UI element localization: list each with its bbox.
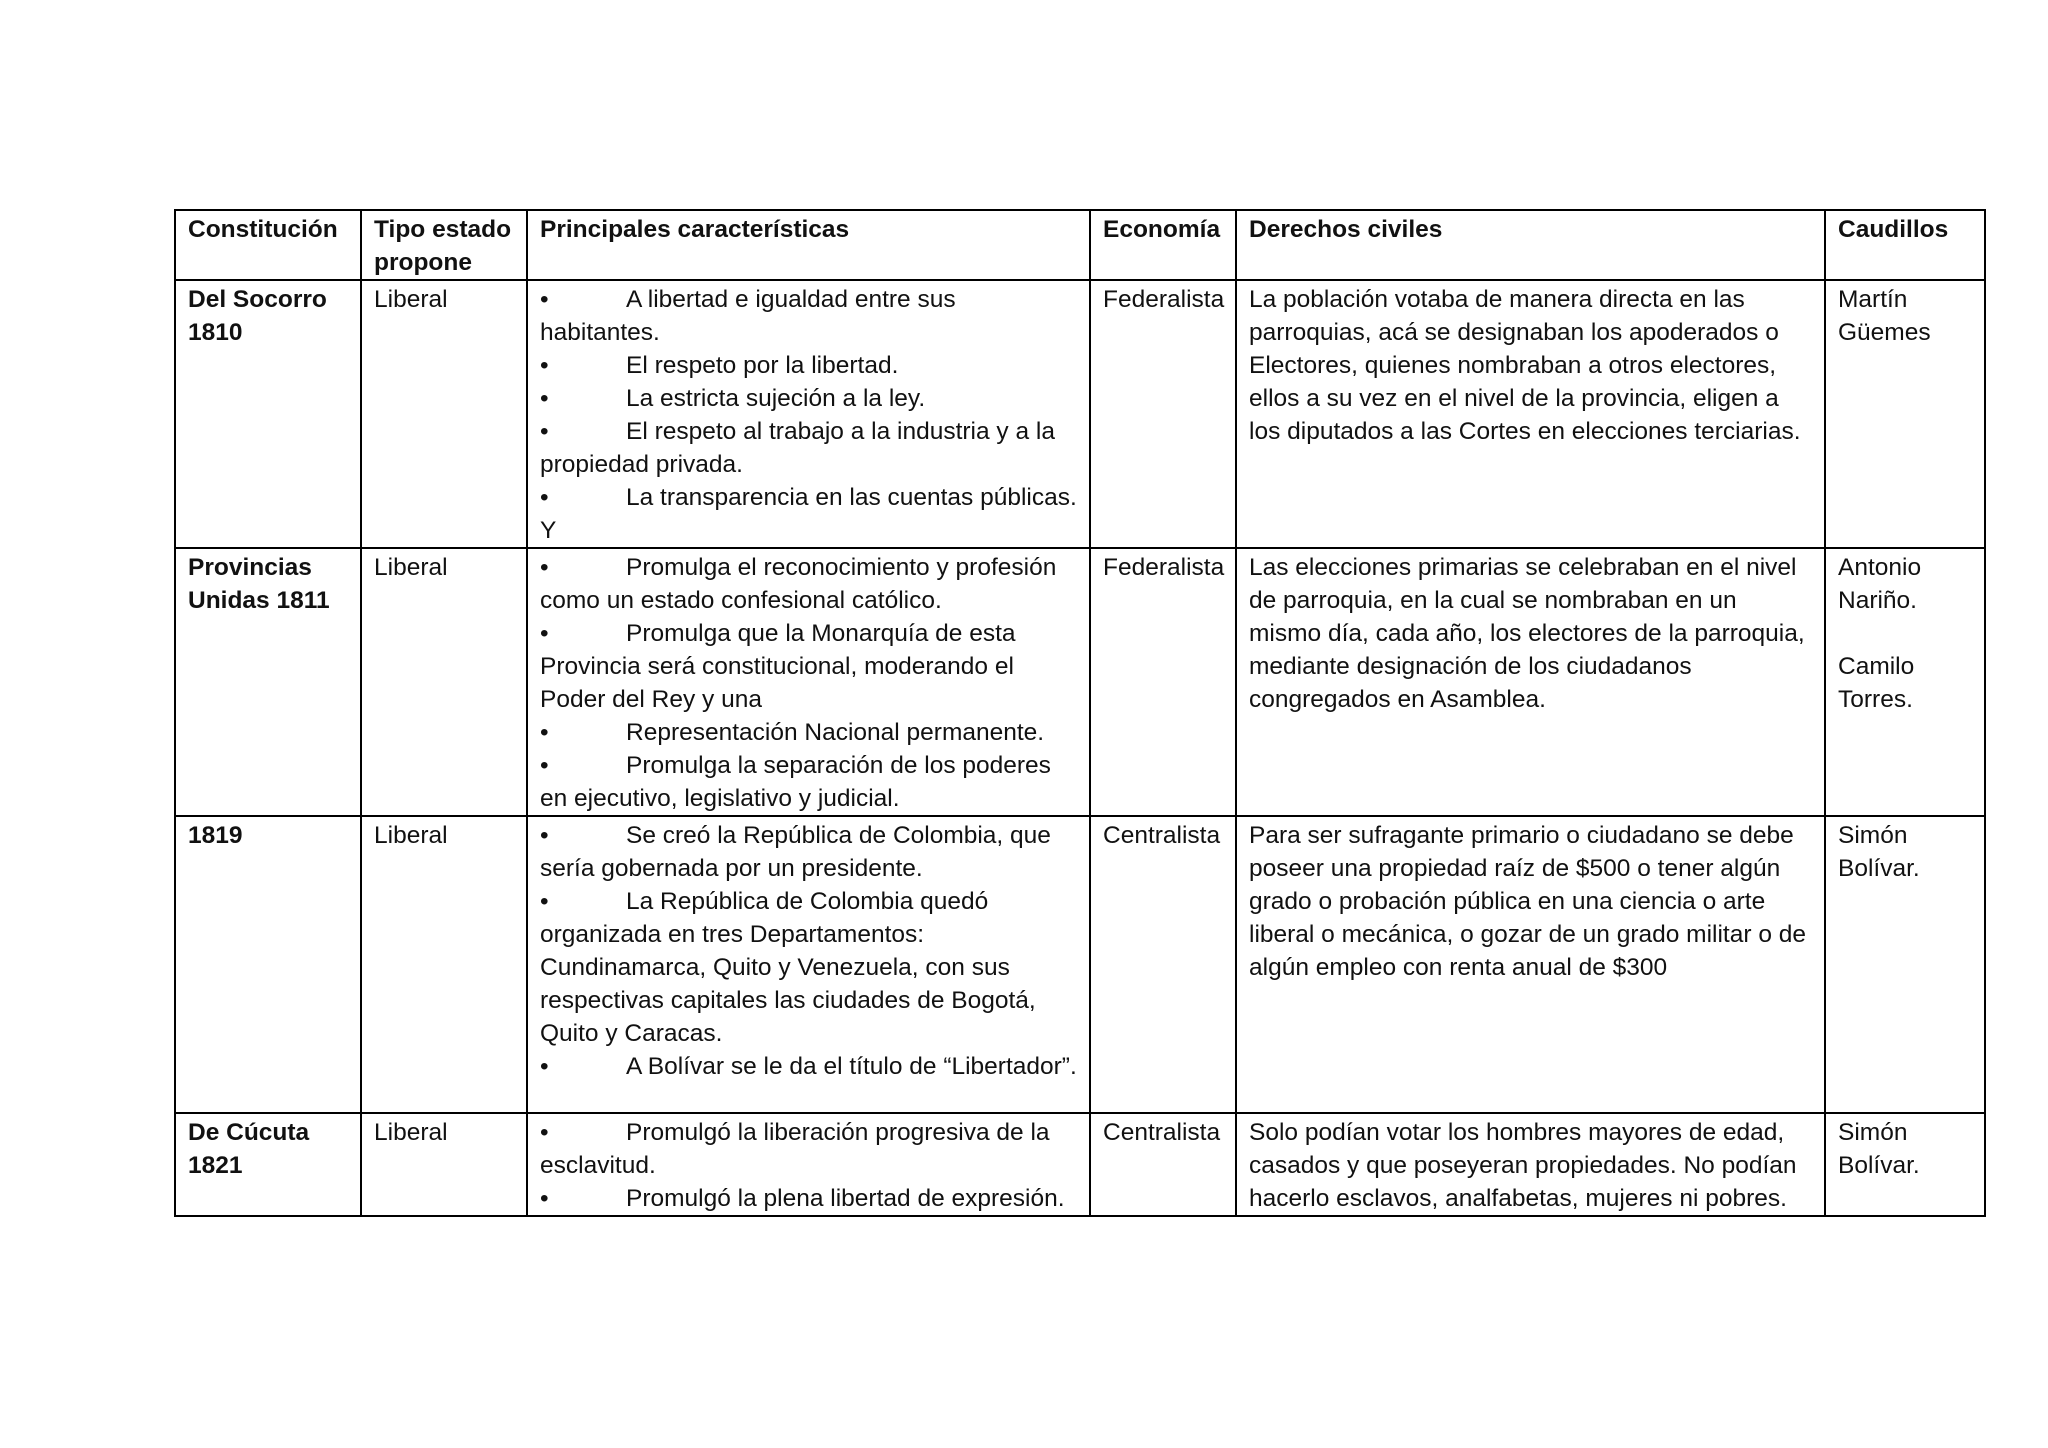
constitucion-cell: Del Socorro 1810 <box>175 280 361 548</box>
caracteristicas-cell <box>527 548 1090 816</box>
bullet-icon: • <box>540 1119 549 1146</box>
derechos-cell: Las elecciones primarias se celebraban en el nivel de parroquia, en la cual se nombraban en un mismo día, cada año, los electores de la parroquia, mediante designación de los ciudadanos congregados en Asamblea. <box>1236 548 1825 816</box>
economia-cell: Centralista <box>1090 816 1236 1113</box>
bullet-icon: • <box>540 554 549 581</box>
bullet-icon: • <box>540 888 549 915</box>
table-row <box>175 280 1985 548</box>
constitucion-cell: 1819 <box>175 816 361 1113</box>
bullet-icon: • <box>540 484 549 511</box>
bullet-item: • Promulgó la plena libertad de expresión. <box>540 1182 1077 1215</box>
bullet-item: • El respeto al trabajo a la industria y a la propiedad privada. <box>540 415 1077 481</box>
bullet-item: • Representación Nacional permanente. <box>540 716 1077 749</box>
table-row <box>175 548 1985 816</box>
caudillos-cell: Simón Bolívar. <box>1825 816 1985 1113</box>
bullet-icon: • <box>540 1185 549 1212</box>
header-tipo-estado <box>361 210 527 280</box>
economia-cell: Federalista <box>1090 548 1236 816</box>
bullet-item: • El respeto por la libertad. <box>540 349 1077 382</box>
header-tipo-line2: propone <box>374 249 472 276</box>
header-caudillos: Caudillos <box>1825 210 1985 280</box>
header-constitucion: Constitución <box>175 210 361 280</box>
constitucion-cell: De Cúcuta 1821 <box>175 1113 361 1216</box>
caracteristicas-cell <box>527 1113 1090 1216</box>
header-derechos: Derechos civiles <box>1236 210 1825 280</box>
bullet-item: • Promulga el reconocimiento y profesión como un estado confesional católico. <box>540 551 1077 617</box>
bullet-icon: • <box>540 620 549 647</box>
header-economia: Economía <box>1090 210 1236 280</box>
economia-cell: Centralista <box>1090 1113 1236 1216</box>
constitucion-cell: Provincias Unidas 1811 <box>175 548 361 816</box>
derechos-cell: La población votaba de manera directa en las parroquias, acá se designaban los apoderados o Electores, quienes nombraban a otros electores, ellos a su vez en el nivel de la provincia, eligen a los diputados a las Cortes en elecciones terciarias. <box>1236 280 1825 548</box>
caudillos-cell: Martín Güemes <box>1825 280 1985 548</box>
bullet-icon: • <box>540 822 549 849</box>
bullet-icon: • <box>540 352 549 379</box>
bullet-item: • La transparencia en las cuentas públicas. Y <box>540 481 1077 547</box>
bullet-item: • La estricta sujeción a la ley. <box>540 382 1077 415</box>
caudillos-cell: Antonio Nariño. Camilo Torres. <box>1825 548 1985 816</box>
derechos-cell: Solo podían votar los hombres mayores de edad, casados y que poseyeran propiedades. No podían hacerlo esclavos, analfabetas, mujeres ni pobres. <box>1236 1113 1825 1216</box>
bullet-item: • A libertad e igualdad entre sus habitantes. <box>540 283 1077 349</box>
bullet-icon: • <box>540 385 549 412</box>
table-row <box>175 1113 1985 1216</box>
header-caracteristicas: Principales características <box>527 210 1090 280</box>
tipo-cell: Liberal <box>361 816 527 1113</box>
derechos-cell: Para ser sufragante primario o ciudadano se debe poseer una propiedad raíz de $500 o tener algún grado o probación pública en una ciencia o arte liberal o mecánica, o gozar de un grado militar o de algún empleo con renta anual de $300 <box>1236 816 1825 1113</box>
header-row <box>175 210 1985 280</box>
constitutions-table <box>174 209 1986 1217</box>
header-tipo-line1: Tipo estado <box>374 216 512 243</box>
tipo-cell: Liberal <box>361 280 527 548</box>
caudillos-cell: Simón Bolívar. <box>1825 1113 1985 1216</box>
economia-cell: Federalista <box>1090 280 1236 548</box>
bullet-item: • A Bolívar se le da el título de “Libertador”. <box>540 1050 1077 1083</box>
bullet-item: • Promulgó la liberación progresiva de la esclavitud. <box>540 1116 1077 1182</box>
bullet-icon: • <box>540 286 549 313</box>
bullet-item: • Promulga la separación de los poderes en ejecutivo, legislativo y judicial. <box>540 749 1077 815</box>
caracteristicas-cell <box>527 816 1090 1113</box>
bullet-item: • Promulga que la Monarquía de esta Provincia será constitucional, moderando el Poder del Rey y una <box>540 617 1077 716</box>
caracteristicas-cell <box>527 280 1090 548</box>
bullet-icon: • <box>540 1053 549 1080</box>
tipo-cell: Liberal <box>361 548 527 816</box>
bullet-icon: • <box>540 752 549 779</box>
bullet-icon: • <box>540 418 549 445</box>
tipo-cell: Liberal <box>361 1113 527 1216</box>
table-row <box>175 816 1985 1113</box>
bullet-item: • Se creó la República de Colombia, que sería gobernada por un presidente. <box>540 819 1077 885</box>
bullet-icon: • <box>540 719 549 746</box>
bullet-item: • La República de Colombia quedó organizada en tres Departamentos: Cundinamarca, Quito y Venezuela, con sus respectivas capitales las ciudades de Bogotá, Quito y Caracas. <box>540 885 1077 1050</box>
